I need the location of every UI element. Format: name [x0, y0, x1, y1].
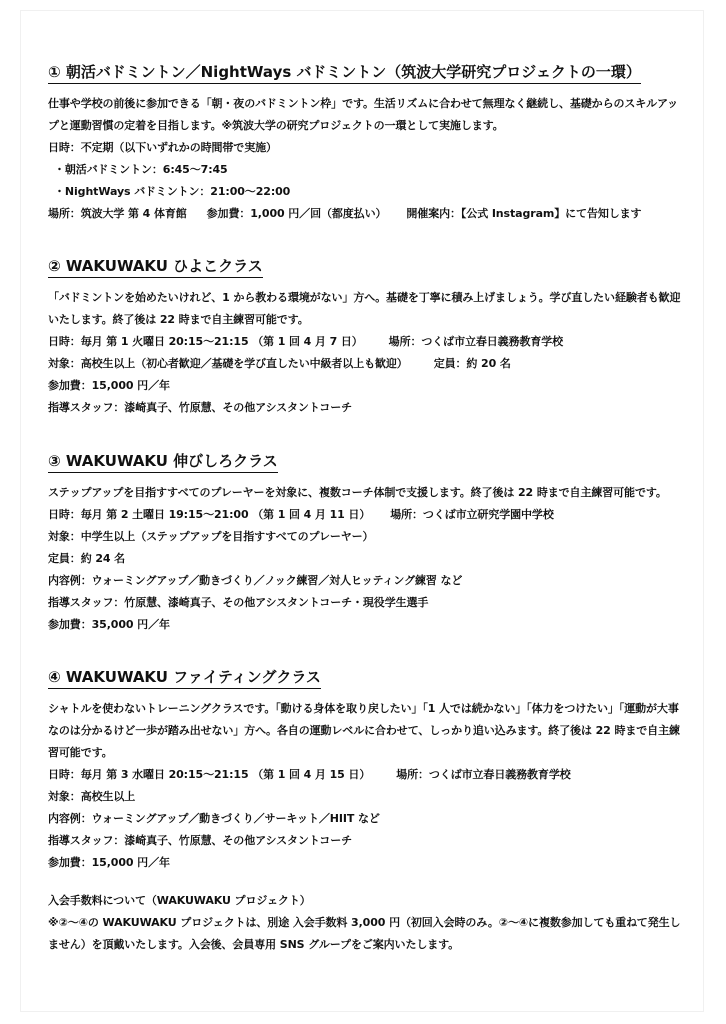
- target-text: 対象：中学生以上（ステップアップを目指すすべてのプレーヤー）: [48, 530, 374, 543]
- place-text: 場所：つくば市立春日義務教育学校: [388, 335, 564, 348]
- section-title: ④ WAKUWAKU ファイティングクラス: [48, 667, 321, 689]
- fee-text: 参加費：15,000 円／年: [48, 856, 170, 869]
- section-fighting: [48, 667, 686, 874]
- schedule-text: 日時：毎月 第 1 火曜日 20:15～21:15 （第 1 回 4 月 7 日）: [48, 335, 363, 348]
- section-title: ② WAKUWAKU ひよこクラス: [48, 256, 263, 278]
- slot-morning: ・朝活バドミントン：6:45～7:45: [54, 163, 228, 176]
- staff-text: 指導スタッフ：漆崎真子、竹原慧、その他アシスタントコーチ: [48, 834, 352, 847]
- info-text: 開催案内：【公式 Instagram】にて告知します: [406, 207, 642, 220]
- place-text: 場所：つくば市立春日義務教育学校: [396, 768, 571, 781]
- schedule-place-line: [48, 331, 686, 353]
- place-text: 場所：筑波大学 第 4 体育館: [48, 207, 187, 220]
- section-nobishiro: [48, 451, 686, 636]
- content-text: 内容例：ウォーミングアップ／動きづくり／ノック練習／対人ヒッティング練習 など: [48, 574, 463, 587]
- membership-fee-note: [48, 890, 686, 956]
- note-title: 入会手数料について（WAKUWAKU プロジェクト）: [48, 894, 311, 907]
- fee-text: 参加費：15,000 円／年: [48, 379, 170, 392]
- capacity-text: 定員：約 24 名: [48, 552, 126, 565]
- place-fee-info-line: [48, 203, 686, 225]
- target-text: 対象：高校生以上: [48, 790, 136, 803]
- schedule-text: 日時：毎月 第 2 土曜日 19:15～21:00 （第 1 回 4 月 11 日）: [48, 508, 371, 521]
- staff-text: 指導スタッフ：漆崎真子、竹原慧、その他アシスタントコーチ: [48, 401, 352, 414]
- schedule-text: 日時：毎月 第 3 水曜日 20:15～21:15 （第 1 回 4 月 15 日）: [48, 768, 371, 781]
- section-asakatsu: [48, 62, 686, 225]
- section-description: ステップアップを目指すすべてのプレーヤーを対象に、複数コーチ体制で支援します。終了後は 22 時まで自主練習可能です。: [48, 486, 667, 499]
- schedule-place-line: [48, 504, 686, 526]
- slot-night: ・NightWays バドミントン：21:00～22:00: [54, 185, 291, 198]
- staff-text: 指導スタッフ：竹原慧、漆崎真子、その他アシスタントコーチ・現役学生選手: [48, 596, 429, 609]
- schedule-label: 日時：不定期（以下いずれかの時間帯で実施）: [48, 141, 277, 154]
- section-title: ③ WAKUWAKU 伸びしろクラス: [48, 451, 278, 473]
- section-description: シャトルを使わないトレーニングクラスです。「動ける身体を取り戻したい」「1 人では続かない」「体力をつけたい」「運動が大事なのは分かるけど一歩が踏み出せない」方へ。各自の運動レベルに合わせて、しっかり追い込みます。終了後は 22 時まで自主練習可能です。: [48, 702, 680, 759]
- place-text: 場所：つくば市立研究学園中学校: [390, 508, 554, 521]
- target-capacity-line: [48, 353, 686, 375]
- target-text: 対象：高校生以上（初心者歓迎／基礎を学び直したい中級者以上も歓迎）: [48, 357, 408, 370]
- section-description: 「バドミントンを始めたいけれど、1 から教わる環境がない」方へ。基礎を丁寧に積み上げましょう。学び直したい経験者も歓迎いたします。終了後は 22 時まで自主練習可能です。: [48, 291, 681, 326]
- content-text: 内容例：ウォーミングアップ／動きづくり／サーキット／HIIT など: [48, 812, 380, 825]
- note-text: ※②～④の WAKUWAKU プロジェクトは、別途 入会手数料 3,000 円（初回入会時のみ。②～④に複数参加しても重ねて発生しません）を頂戴いたします。入会後、会員専用 SNS グループをご案内いたします。: [48, 916, 681, 951]
- fee-text: 参加費：1,000 円／回（都度払い）: [206, 207, 387, 220]
- section-description: 仕事や学校の前後に参加できる「朝・夜のバドミントン枠」です。生活リズムに合わせて無理なく継続し、基礎からのスキルアップと運動習慣の定着を目指します。※筑波大学の研究プロジェクトの一環として実施します。: [48, 97, 678, 132]
- fee-text: 参加費：35,000 円／年: [48, 618, 170, 631]
- schedule-place-line: [48, 764, 686, 786]
- capacity-text: 定員：約 20 名: [433, 357, 511, 370]
- section-title: ① 朝活バドミントン／NightWays バドミントン（筑波大学研究プロジェクトの一環）: [48, 62, 641, 84]
- section-hiyoko: [48, 256, 686, 419]
